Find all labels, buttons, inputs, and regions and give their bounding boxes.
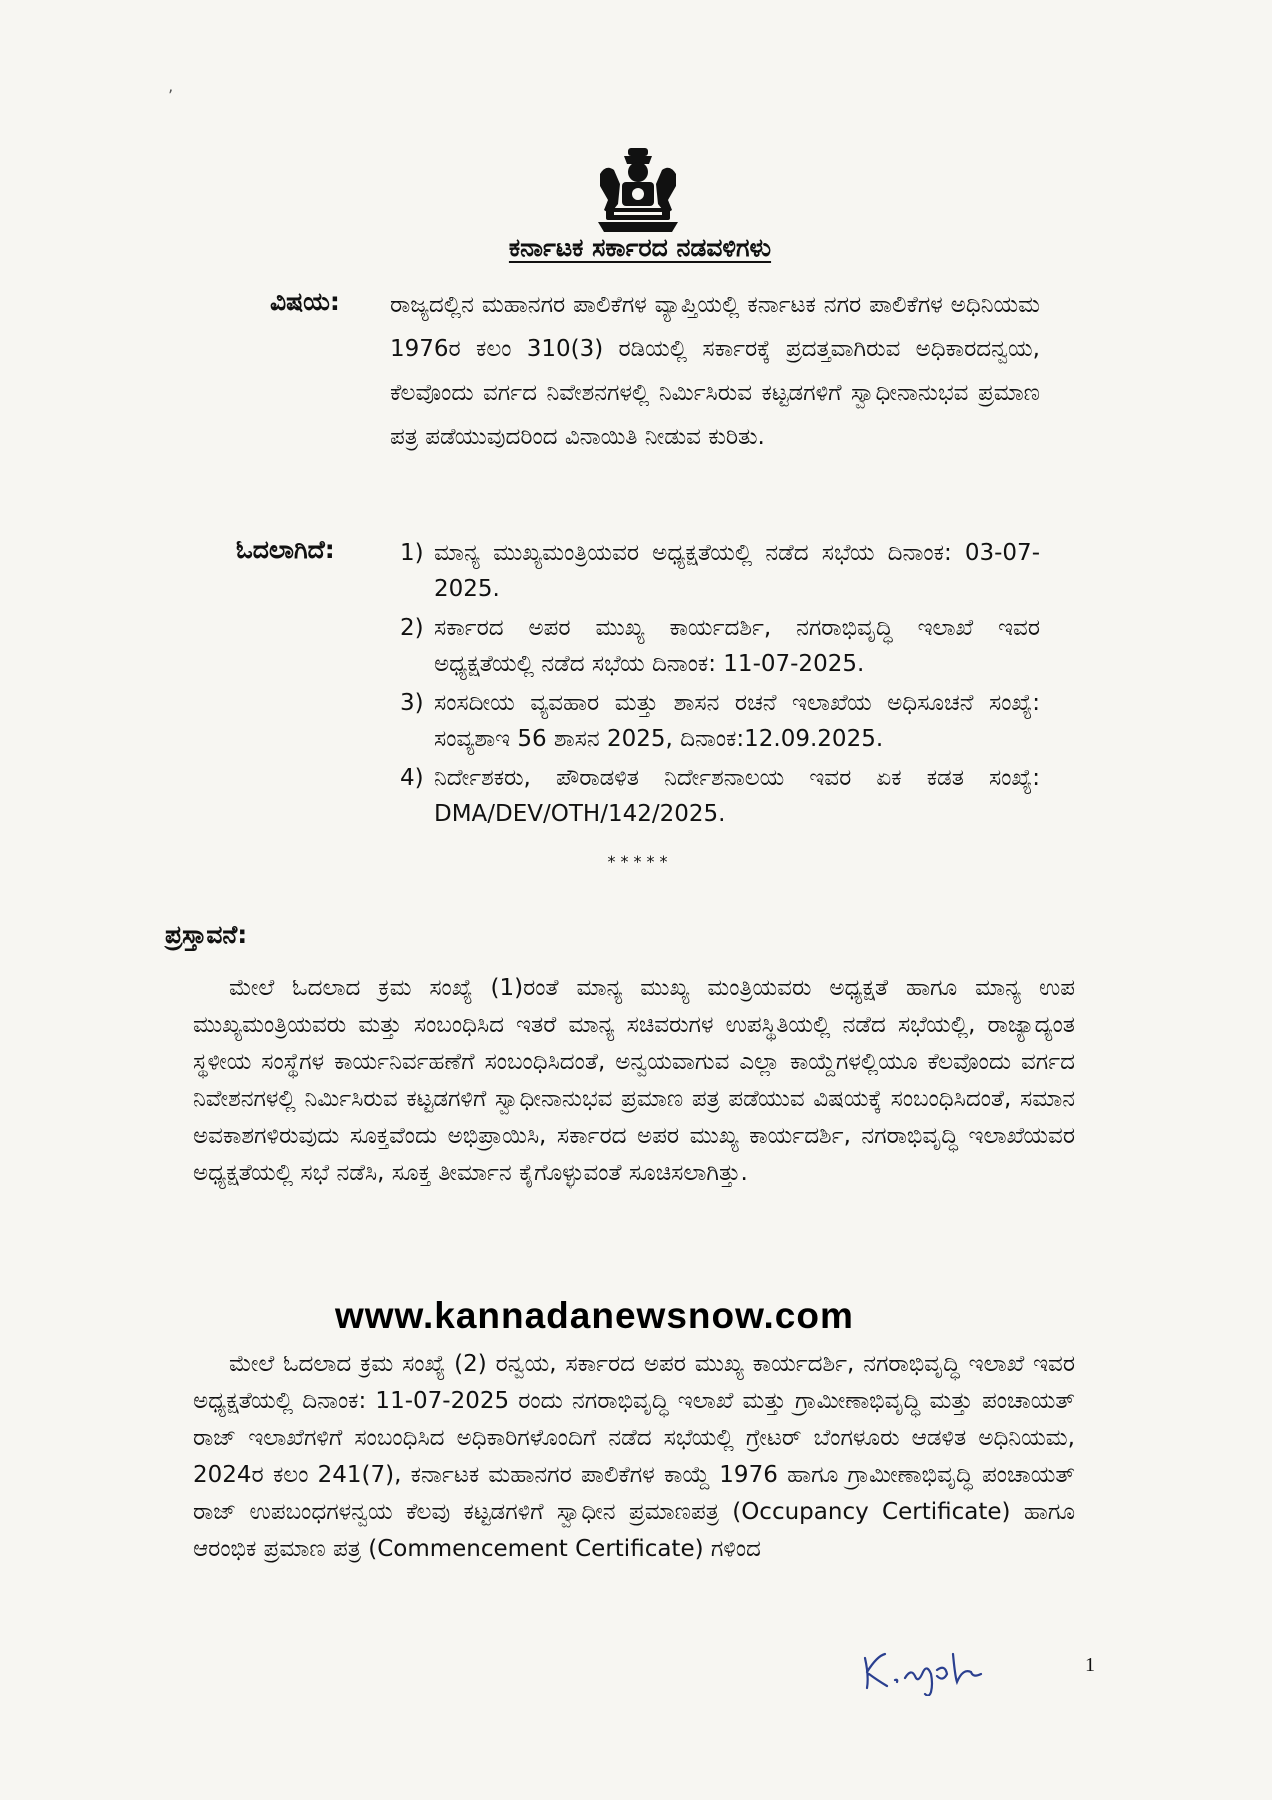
reference-text: ನಿರ್ದೇಶಕರು, ಪೌರಾಡಳಿತ ನಿರ್ದೇಶನಾಲಯ ಇವರ ಏಕ ಕಡತ ಸಂಖ್ಯೆ: DMA/DEV/OTH/142/2025. [434,765,1040,827]
reference-number: 2) [400,615,424,641]
reference-number: 3) [400,690,424,716]
reference-text: ಸಂಸದೀಯ ವ್ಯವಹಾರ ಮತ್ತು ಶಾಸನ ರಚನೆ ಇಲಾಖೆಯ ಅಧಿಸೂಚನೆ ಸಂಖ್ಯೆ: ಸಂವ್ಯಶಾಇ 56 ಶಾಸನ 2025, ದಿನಾಂಕ:12.09.2025. [434,690,1040,752]
preamble-paragraph-1: ಮೇಲೆ ಓದಲಾದ ಕ್ರಮ ಸಂಖ್ಯೆ (1)ರಂತೆ ಮಾನ್ಯ ಮುಖ್ಯ ಮಂತ್ರಿಯವರು ಅಧ್ಯಕ್ಷತೆ ಹಾಗೂ ಮಾನ್ಯ ಉಪ ಮುಖ್ಯಮಂತ್ರಿಯವರು ಮತ್ತು ಸಂಬಂಧಿಸಿದ ಇತರೆ ಮಾನ್ಯ ಸಚಿವರುಗಳ ಉಪಸ್ಥಿತಿಯಲ್ಲಿ ನಡೆದ ಸಭೆಯಲ್ಲಿ, ರಾಜ್ಯಾದ್ಯಂತ ಸ್ಥಳೀಯ ಸಂಸ್ಥೆಗಳ ಕಾರ್ಯನಿರ್ವಹಣೆಗೆ ಸಂಬಂಧಿಸಿದಂತೆ, ಅನ್ವಯವಾಗುವ ಎಲ್ಲಾ ಕಾಯ್ದೆಗಳಲ್ಲಿಯೂ ಕೆಲವೊಂದು ವರ್ಗದ ನಿವೇಶನಗಳಲ್ಲಿ ನಿರ್ಮಿಸಿರುವ ಕಟ್ಟಡಗಳಿಗೆ ಸ್ವಾಧೀನಾನುಭವ ಪ್ರಮಾಣ ಪತ್ರ ಪಡೆಯುವ ವಿಷಯಕ್ಕೆ ಸಂಬಂಧಿಸಿದಂತೆ, ಸಮಾನ ಅವಕಾಶಗಳಿರುವುದು ಸೂಕ್ತವೆಂದು ಅಭಿಪ್ರಾಯಿಸಿ, ಸರ್ಕಾರದ ಅಪರ ಮುಖ್ಯ ಕಾರ್ಯದರ್ಶಿ, ನಗರಾಭಿವೃದ್ಧಿ ಇಲಾಖೆಯವರ ಅಧ್ಯಕ್ಷತೆಯಲ್ಲಿ ಸಭೆ ನಡೆಸಿ, ಸೂಕ್ತ ತೀರ್ಮಾನ ಕೈಗೊಳ್ಳುವಂತೆ ಸೂಚಿಸಲಾಗಿತ್ತು. [193,975,1075,1186]
preamble-heading: ಪ್ರಸ್ತಾವನೆ: [165,920,248,949]
reference-text: ಸರ್ಕಾರದ ಅಪರ ಮುಖ್ಯ ಕಾರ್ಯದರ್ಶಿ, ನಗರಾಭಿವೃದ್ಧಿ ಇಲಾಖೆ ಇವರ ಅಧ್ಯಕ್ಷತೆಯಲ್ಲಿ ನಡೆದ ಸಭೆಯ ದಿನಾಂಕ: 11-07-2025. [434,615,1040,677]
watermark-text: www.kannadanewsnow.com [335,1295,854,1336]
preamble-paragraph-2: ಮೇಲೆ ಓದಲಾದ ಕ್ರಮ ಸಂಖ್ಯೆ (2) ರನ್ವಯ, ಸರ್ಕಾರದ ಅಪರ ಮುಖ್ಯ ಕಾರ್ಯದರ್ಶಿ, ನಗರಾಭಿವೃದ್ಧಿ ಇಲಾಖೆ ಇವರ ಅಧ್ಯಕ್ಷತೆಯಲ್ಲಿ ದಿನಾಂಕ: 11-07-2025 ರಂದು ನಗರಾಭಿವೃದ್ಧಿ ಇಲಾಖೆ ಮತ್ತು ಗ್ರಾಮೀಣಾಭಿವೃದ್ಧಿ ಮತ್ತು ಪಂಚಾಯತ್ ರಾಜ್ ಇಲಾಖೆಗಳಿಗೆ ಸಂಬಂಧಿಸಿದ ಅಧಿಕಾರಿಗಳೊಂದಿಗೆ ನಡೆದ ಸಭೆಯಲ್ಲಿ ಗ್ರೇಟರ್ ಬೆಂಗಳೂರು ಆಡಳಿತ ಅಧಿನಿಯಮ, 2024ರ ಕಲಂ 241(7), ಕರ್ನಾಟಕ ಮಹಾನಗರ ಪಾಲಿಕೆಗಳ ಕಾಯ್ದೆ 1976 ಹಾಗೂ ಗ್ರಾಮೀಣಾಭಿವೃದ್ಧಿ ಪಂಚಾಯತ್ ರಾಜ್ ಉಪಬಂಧಗಳನ್ವಯ ಕೆಲವು ಕಟ್ಟಡಗಳಿಗೆ ಸ್ವಾಧೀನ ಪ್ರಮಾಣಪತ್ರ (Occupancy Certificate) ಹಾಗೂ ಆರಂಭಿಕ ಪ್ರಮಾಣ ಪತ್ರ (Commencement Certificate) ಗಳಿಂದ [193,1351,1075,1562]
reference-number: 1) [400,540,424,566]
subject-text: ರಾಜ್ಯದಲ್ಲಿನ ಮಹಾನಗರ ಪಾಲಿಕೆಗಳ ವ್ಯಾಪ್ತಿಯಲ್ಲಿ ಕರ್ನಾಟಕ ನಗರ ಪಾಲಿಕೆಗಳ ಅಧಿನಿಯಮ 1976ರ ಕಲಂ 310(3) ರಡಿಯಲ್ಲಿ ಸರ್ಕಾರಕ್ಕೆ ಪ್ರದತ್ತವಾಗಿರುವ ಅಧಿಕಾರದನ್ವಯ, ಕೆಲವೊಂದು ವರ್ಗದ ನಿವೇಶನಗಳಲ್ಲಿ ನಿರ್ಮಿಸಿರುವ ಕಟ್ಟಡಗಳಿಗೆ ಸ್ವಾಧೀನಾನುಭವ ಪ್ರಮಾಣ ಪತ್ರ ಪಡೆಯುವುದರಿಂದ ವಿನಾಯಿತಿ ನೀಡುವ ಕುರಿತು. [390,292,1040,450]
subject-label: ವಿಷಯ: [270,287,340,316]
document-title: ಕರ್ನಾಟಕ ಸರ್ಕಾರದ ನಡವಳಿಗಳು [508,233,772,262]
reference-item [400,535,1040,607]
scan-speck: ’ [168,86,174,105]
page-number: 1 [1085,1654,1095,1676]
reference-text: ಮಾನ್ಯ ಮುಖ್ಯಮಂತ್ರಿಯವರ ಅಧ್ಯಕ್ಷತೆಯಲ್ಲಿ ನಡೆದ ಸಭೆಯ ದಿನಾಂಕ: 03-07-2025. [434,540,1040,602]
reference-item [400,610,1040,682]
reference-item [400,685,1040,757]
signature [855,1640,1015,1696]
karnataka-state-emblem-icon [592,146,684,236]
reference-number: 4) [400,765,424,791]
references-list [400,535,1040,835]
references-label: ಓದಲಾಗಿದೆ: [236,535,335,564]
section-separator: ***** [607,852,673,871]
reference-item [400,760,1040,832]
